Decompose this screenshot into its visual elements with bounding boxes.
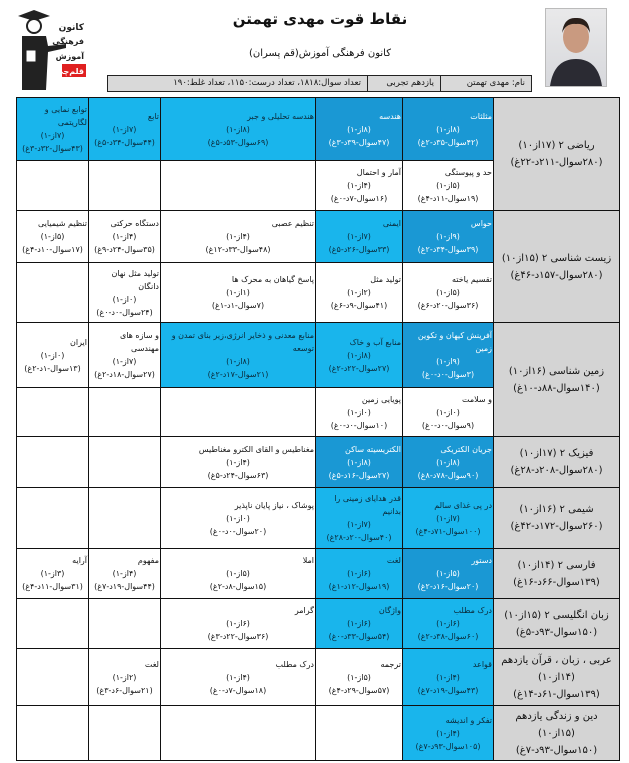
subject-summary bbox=[494, 488, 620, 549]
topic-cell bbox=[17, 549, 89, 599]
table-row bbox=[17, 649, 620, 706]
topic-name: و سازه های مهندسی bbox=[119, 331, 159, 353]
topic-level: (۶از-۱) bbox=[226, 619, 250, 628]
topic-stats: (۳سوال-۰د-۰غ) bbox=[421, 370, 475, 379]
subject-name: ریاضی ۲ (۱۷از۱۰) bbox=[518, 140, 595, 151]
topic-name: دستگاه حرکتی bbox=[110, 219, 159, 228]
topic-stats: (۳۵سوال-۲۴د-۹غ) bbox=[94, 245, 155, 254]
topic-stats: (۵۴سوال-۳۳د-۰غ) bbox=[328, 632, 390, 641]
topic-cell bbox=[403, 211, 494, 263]
empty-cell bbox=[17, 706, 89, 761]
empty-cell bbox=[17, 388, 89, 437]
topic-cell bbox=[403, 161, 494, 211]
topic-cell bbox=[17, 98, 89, 161]
subject-summary bbox=[494, 649, 620, 706]
table-row bbox=[17, 323, 620, 388]
topic-level: (۹از-۱) bbox=[436, 232, 460, 241]
empty-cell bbox=[89, 599, 161, 649]
topic-level: (۸از-۱) bbox=[347, 350, 371, 360]
kanoon-logo bbox=[4, 4, 96, 92]
table-row bbox=[17, 706, 620, 761]
subject-summary bbox=[494, 211, 620, 323]
topic-cell bbox=[161, 211, 316, 263]
table-row bbox=[17, 98, 620, 161]
topic-level: (۴از-۱) bbox=[226, 232, 250, 241]
topic-name: قدر هدایای زمینی را بدانیم bbox=[334, 494, 401, 516]
topic-cell bbox=[89, 649, 161, 706]
overall-stats: تعداد سوال:۱۸۱۸، تعداد درست:۱۱۵۰، تعداد غلط:۱۹۰ bbox=[173, 78, 361, 88]
svg-text:آموزش: آموزش bbox=[55, 52, 84, 61]
empty-cell bbox=[17, 161, 89, 211]
subject-name: زمین شناسی (۱۶از۱۰) bbox=[508, 365, 605, 377]
empty-cell bbox=[89, 388, 161, 437]
topic-stats: (۲۱سوال-۶د-۳غ) bbox=[96, 685, 153, 695]
topic-stats: (۹۰سوال-۷۸د-۸غ) bbox=[417, 470, 479, 480]
empty-cell bbox=[17, 437, 89, 488]
topic-name: تفکر و اندیشه bbox=[445, 715, 492, 725]
topic-level: (۴از-۱) bbox=[436, 728, 460, 738]
topic-name: حواس bbox=[470, 219, 492, 228]
topic-name: قواعد bbox=[472, 659, 492, 669]
topic-cell bbox=[403, 323, 494, 388]
subject-stats: (۲۸۰سوال-۲۰۸د-۲۸غ) bbox=[510, 465, 603, 476]
topic-name: تابع bbox=[147, 111, 159, 121]
svg-text:فرهنگی: فرهنگی bbox=[52, 37, 84, 46]
topic-level: (۷از-۱) bbox=[112, 357, 137, 366]
topic-cell bbox=[403, 706, 494, 761]
subject-name: فارسی ۲ (۱۴از۱۰) bbox=[517, 559, 596, 571]
topic-level: (۸از-۱) bbox=[347, 124, 371, 134]
subject-summary bbox=[494, 549, 620, 599]
topic-stats: (۳۶سوال-۲۲د-۳غ) bbox=[207, 632, 269, 641]
subject-summary bbox=[494, 98, 620, 211]
topic-cell bbox=[161, 323, 316, 388]
topic-level: (۵از-۱) bbox=[436, 288, 460, 297]
topic-stats: (۲۷سوال-۲۲د-۲غ) bbox=[328, 363, 390, 373]
topic-stats: (۱۶سوال-۷د-۰غ) bbox=[330, 194, 388, 203]
topic-name: مثلثات bbox=[470, 111, 492, 121]
topic-level: (۴از-۱) bbox=[347, 181, 371, 190]
table-row bbox=[17, 437, 620, 488]
subject-stats: (۱۴۰سوال-۸۸د-۱۰غ) bbox=[513, 382, 600, 394]
table-row bbox=[17, 599, 620, 649]
topic-cell bbox=[403, 549, 494, 599]
topic-stats: (۱۵سوال-۸د-۲غ) bbox=[209, 582, 267, 591]
topic-level: (۶از-۱) bbox=[347, 569, 371, 578]
topic-cell bbox=[161, 98, 316, 161]
topic-level: (۸از-۱) bbox=[226, 124, 250, 134]
empty-cell bbox=[89, 161, 161, 211]
topic-name: تقسیم یاخته bbox=[451, 275, 492, 284]
topic-level: (۶از-۱) bbox=[347, 619, 371, 628]
topic-stats: (۱۹سوال-۱۲د-۱غ) bbox=[328, 582, 390, 591]
topic-cell bbox=[316, 437, 403, 488]
topic-name: حد و پیوستگی bbox=[444, 168, 492, 177]
topic-level: (۲از-۱) bbox=[347, 288, 371, 297]
topic-level: (۴از-۱) bbox=[226, 672, 250, 682]
topic-cell bbox=[89, 549, 161, 599]
empty-cell bbox=[17, 599, 89, 649]
subject-summary bbox=[494, 437, 620, 488]
topic-stats: (۲۰سوال-۰د-۰غ) bbox=[209, 526, 267, 536]
topic-stats: (۲۷سوال-۱۶د-۵غ) bbox=[328, 470, 390, 480]
topic-stats: (۱۰سوال-۰د-۰غ) bbox=[330, 420, 388, 430]
topic-name: جریان الکتریکی bbox=[440, 444, 492, 454]
empty-cell bbox=[316, 706, 403, 761]
student-name: نام: مهدی تهمتن bbox=[440, 76, 531, 91]
topic-stats: (۲۰سوال-۱۶د-۲غ) bbox=[417, 582, 479, 591]
topic-cell bbox=[403, 98, 494, 161]
topic-name: پاسخ گیاهان به محرک ها bbox=[231, 275, 314, 284]
topic-name: آمار و احتمال bbox=[356, 168, 401, 177]
topic-stats: (۶۹سوال-۵۳د-۵غ) bbox=[207, 137, 269, 147]
topic-stats: (۳۳سوال-۲۶د-۵غ) bbox=[328, 245, 390, 254]
empty-cell bbox=[161, 388, 316, 437]
topic-level: (۲از-۱) bbox=[112, 672, 137, 682]
topic-level: (۴از-۱) bbox=[436, 672, 460, 682]
topic-cell bbox=[17, 323, 89, 388]
topic-cell bbox=[161, 599, 316, 649]
topic-level: (۰از-۱) bbox=[347, 407, 371, 417]
topic-level: (۷از-۱) bbox=[112, 124, 137, 134]
topic-stats: (۱۰۵سوال-۹۳د-۷غ) bbox=[415, 741, 481, 751]
topic-name: آفرینش کیهان و تکوین زمین bbox=[417, 331, 492, 353]
topic-stats: (۴۱سوال-۹د-۶غ) bbox=[330, 301, 388, 310]
topic-cell bbox=[89, 98, 161, 161]
subject-name: عربی ، زبان ، قرآن یازدهم (۱۴از۱۰) bbox=[501, 654, 612, 683]
topic-cell bbox=[403, 263, 494, 323]
topic-name: منابع معدنی و ذخایر انرژی،زیر بنای تمدن و توسعه bbox=[171, 331, 314, 353]
topic-level: (۸از-۱) bbox=[226, 357, 250, 366]
topic-level: (۰از-۱) bbox=[40, 350, 65, 360]
topic-cell bbox=[89, 323, 161, 388]
topic-cell bbox=[89, 263, 161, 323]
topic-level: (۹از-۱) bbox=[436, 357, 460, 366]
topic-stats: (۲۱سوال-۱۷د-۲غ) bbox=[207, 370, 269, 379]
topic-level: (۵از-۱) bbox=[40, 232, 65, 241]
topic-name: پویایی زمین bbox=[361, 394, 401, 404]
topic-name: گرامر bbox=[294, 606, 314, 615]
strengths-table bbox=[16, 97, 620, 761]
subject-summary bbox=[494, 706, 620, 761]
topic-name: آرایه bbox=[72, 556, 87, 565]
topic-level: (۱از-۱) bbox=[226, 288, 250, 297]
topic-level: (۵از-۱) bbox=[436, 181, 460, 190]
subject-name: فیزیک ۲ (۱۷از۱۰) bbox=[519, 448, 594, 459]
topic-cell bbox=[17, 211, 89, 263]
subject-name: شیمی ۲ (۱۶از۱۰) bbox=[519, 504, 594, 515]
topic-cell bbox=[316, 599, 403, 649]
topic-cell bbox=[161, 263, 316, 323]
topic-level: (۵از-۱) bbox=[347, 672, 371, 682]
topic-name: توابع نمایی و لگاریتمی bbox=[44, 105, 87, 127]
topic-stats: (۴۳سوال-۳۲د-۳غ) bbox=[22, 144, 83, 153]
page-subtitle: کانون فرهنگی آموزش(قم پسران) bbox=[248, 48, 391, 59]
topic-name: تولید مثل نهان دانگان bbox=[111, 268, 159, 291]
topic-name: لغت bbox=[144, 659, 159, 669]
subject-stats: (۱۵۰سوال-۹۳د-۷غ) bbox=[515, 744, 598, 756]
student-grade: یازدهم تجربی bbox=[367, 76, 440, 91]
empty-cell bbox=[161, 706, 316, 761]
topic-stats: (۶۰سوال-۳۸د-۲غ) bbox=[417, 632, 479, 641]
topic-cell bbox=[316, 323, 403, 388]
subject-summary bbox=[494, 323, 620, 437]
topic-name: در پی غذای سالم bbox=[434, 500, 492, 510]
topic-name: تولید مثل bbox=[370, 275, 401, 284]
topic-name: مغناطیس و القای الکترو مغناطیس bbox=[198, 444, 314, 454]
topic-stats: (۴۰سوال-۲۰د-۲۸غ) bbox=[326, 533, 392, 542]
page-title: نقاط قوت مهدی تهمتن bbox=[232, 10, 408, 28]
topic-cell bbox=[403, 599, 494, 649]
topic-stats: (۷سوال-۱د-۱غ) bbox=[211, 301, 265, 310]
topic-stats: (۱۳سوال-۱د-۲غ) bbox=[24, 363, 81, 373]
topic-name: الکتریسیته ساکن bbox=[345, 444, 401, 454]
topic-name: درک مطلب bbox=[453, 606, 492, 615]
subject-stats: (۱۳۹سوال-۶۱د-۱۴غ) bbox=[513, 688, 600, 700]
topic-stats: (۹سوال-۰د-۰غ) bbox=[421, 420, 475, 430]
topic-cell bbox=[161, 488, 316, 549]
topic-name: و سلامت bbox=[461, 394, 492, 404]
topic-name: درک مطلب bbox=[275, 659, 314, 669]
topic-stats: (۴۳سوال-۱۹د-۷غ) bbox=[417, 685, 479, 695]
topic-cell bbox=[161, 549, 316, 599]
table-row bbox=[17, 488, 620, 549]
topic-stats: (۵۷سوال-۲۹د-۴غ) bbox=[328, 685, 390, 695]
empty-cell bbox=[17, 488, 89, 549]
topic-name: ایمنی bbox=[382, 219, 401, 228]
subject-name: زیست شناسی ۲ (۱۵از۱۰) bbox=[501, 252, 612, 264]
topic-cell bbox=[316, 98, 403, 161]
topic-level: (۷از-۱) bbox=[436, 513, 460, 523]
topic-level: (۰از-۱) bbox=[436, 407, 460, 417]
topic-cell bbox=[403, 649, 494, 706]
topic-cell bbox=[316, 388, 403, 437]
table-row bbox=[17, 211, 620, 263]
topic-name: تنظیم شیمیایی bbox=[38, 219, 87, 228]
topic-stats: (۱۰۰سوال-۷۱د-۴غ) bbox=[415, 526, 481, 536]
topic-level: (۷از-۱) bbox=[347, 232, 371, 241]
topic-cell bbox=[403, 437, 494, 488]
student-photo bbox=[545, 8, 607, 87]
empty-cell bbox=[89, 437, 161, 488]
topic-name: منابع آب و خاک bbox=[349, 337, 401, 347]
topic-level: (۰از-۱) bbox=[226, 513, 250, 523]
empty-cell bbox=[161, 161, 316, 211]
topic-stats: (۲۴سوال-۰د-۰غ) bbox=[96, 307, 153, 317]
topic-name: لغت bbox=[386, 556, 401, 565]
topic-level: (۸از-۱) bbox=[347, 457, 371, 467]
topic-cell bbox=[89, 211, 161, 263]
topic-stats: (۴۷سوال-۳۹د-۳غ) bbox=[328, 137, 390, 147]
topic-level: (۴از-۱) bbox=[112, 569, 137, 578]
topic-stats: (۴۸سوال-۳۳د-۱۲غ) bbox=[205, 245, 271, 254]
topic-name: واژگان bbox=[378, 606, 401, 615]
topic-stats: (۴۲سوال-۳۵د-۲غ) bbox=[417, 137, 479, 147]
student-info-bar bbox=[107, 75, 532, 92]
topic-level: (۸از-۱) bbox=[436, 457, 460, 467]
topic-cell bbox=[316, 649, 403, 706]
topic-level: (۵از-۱) bbox=[226, 569, 250, 578]
topic-name: ترجمه bbox=[380, 659, 401, 669]
topic-name: ایران bbox=[70, 337, 87, 347]
topic-level: (۷از-۱) bbox=[40, 131, 65, 140]
topic-cell bbox=[403, 488, 494, 549]
subject-stats: (۲۸۰سوال-۱۵۷د-۴۶غ) bbox=[510, 269, 603, 281]
subject-name: دین و زندگی یازدهم (۱۵از۱۰) bbox=[515, 710, 598, 739]
subject-stats: (۱۳۹سوال-۶۶د-۱۶غ) bbox=[513, 576, 600, 588]
topic-name: پوشاک ، نیاز پایان ناپذیر bbox=[234, 500, 314, 510]
topic-stats: (۱۸سوال-۷د-۰غ) bbox=[209, 685, 267, 695]
topic-cell bbox=[161, 437, 316, 488]
subject-stats: (۱۵۰سوال-۹۳د-۵غ) bbox=[515, 626, 598, 638]
topic-stats: (۴۴سوال-۳۴د-۵غ) bbox=[94, 137, 155, 147]
svg-text:قلم‌چی: قلم‌چی bbox=[55, 67, 84, 76]
subject-stats: (۲۸۰سوال-۲۱۱د-۲۲غ) bbox=[510, 157, 603, 168]
topic-name: دستور bbox=[471, 556, 492, 565]
topic-stats: (۴۴سوال-۱۹د-۷غ) bbox=[94, 582, 155, 591]
topic-stats: (۳۶سوال-۲۰د-۶غ) bbox=[417, 301, 479, 310]
topic-cell bbox=[316, 161, 403, 211]
topic-name: املا bbox=[302, 556, 314, 565]
empty-cell bbox=[89, 488, 161, 549]
topic-stats: (۱۹سوال-۱۱د-۴غ) bbox=[417, 194, 479, 203]
topic-level: (۳از-۱) bbox=[40, 569, 65, 578]
topic-name: هندسه تحلیلی و جبر bbox=[247, 111, 314, 121]
topic-cell bbox=[316, 488, 403, 549]
topic-name: مفهوم bbox=[137, 556, 159, 565]
topic-level: (۵از-۱) bbox=[436, 569, 460, 578]
topic-cell bbox=[316, 263, 403, 323]
empty-cell bbox=[17, 649, 89, 706]
topic-cell bbox=[316, 211, 403, 263]
topic-level: (۸از-۱) bbox=[436, 124, 460, 134]
subject-summary bbox=[494, 599, 620, 649]
topic-level: (۴از-۱) bbox=[226, 457, 250, 467]
subject-name: زبان انگلیسی ۲ (۱۵از۱۰) bbox=[504, 609, 609, 621]
topic-stats: (۲۷سوال-۱۸د-۲غ) bbox=[94, 370, 155, 379]
svg-text:کانون: کانون bbox=[58, 23, 84, 33]
empty-cell bbox=[17, 263, 89, 323]
topic-stats: (۱۷سوال-۱۰د-۴غ) bbox=[22, 245, 83, 254]
empty-cell bbox=[89, 706, 161, 761]
topic-stats: (۳۱سوال-۱۱د-۴غ) bbox=[22, 582, 83, 591]
topic-cell bbox=[316, 549, 403, 599]
subject-stats: (۲۶۰سوال-۱۷۲د-۴۲غ) bbox=[510, 521, 603, 532]
topic-level: (۰از-۱) bbox=[112, 294, 137, 304]
topic-cell bbox=[161, 649, 316, 706]
topic-level: (۶از-۱) bbox=[436, 619, 460, 628]
topic-stats: (۶۳سوال-۲۴د-۵غ) bbox=[207, 470, 269, 480]
table-row bbox=[17, 549, 620, 599]
topic-name: تنظیم عصبی bbox=[271, 219, 314, 228]
topic-stats: (۳۹سوال-۳۴د-۲غ) bbox=[417, 245, 479, 254]
topic-name: هندسه bbox=[379, 111, 401, 121]
topic-cell bbox=[403, 388, 494, 437]
topic-level: (۴از-۱) bbox=[112, 232, 137, 241]
topic-level: (۷از-۱) bbox=[347, 520, 371, 529]
